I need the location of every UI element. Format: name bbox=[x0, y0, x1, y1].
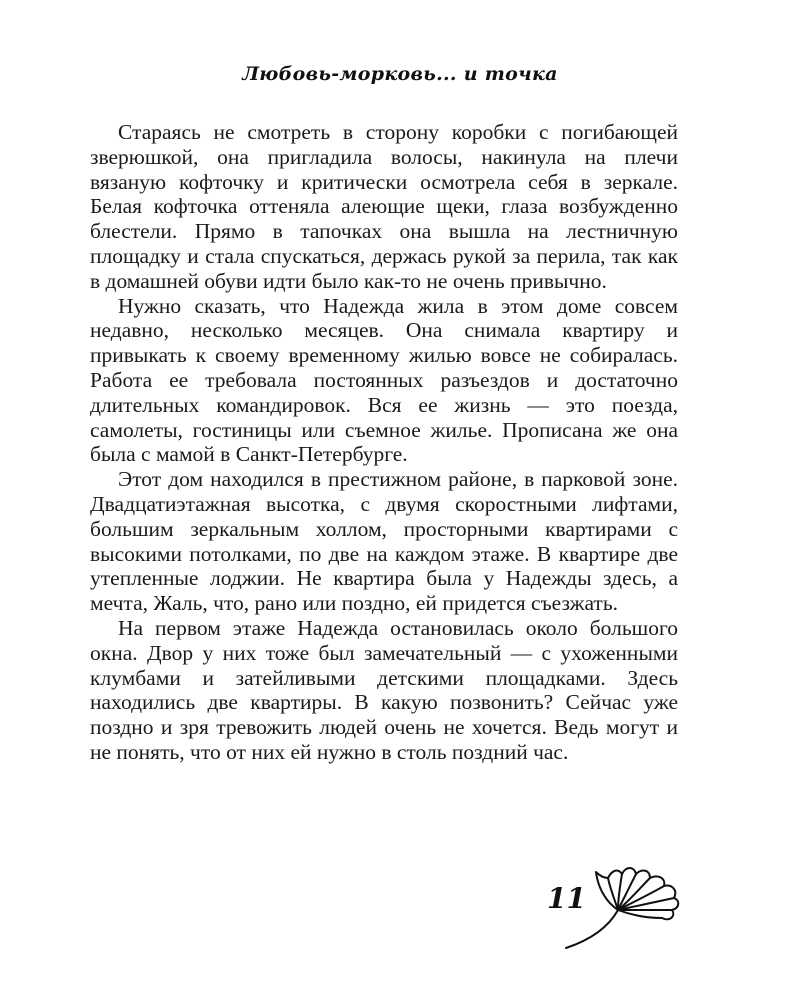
paragraph: Нужно сказать, что Надежда жила в этом доме совсем недавно, несколько месяцев. Она снимала квартиру и привыкать к своему временному жилью вовсе не собиралась. Работа ее требовала постоянных разъездов и достаточно длительных командировок. Вся ее жизнь — это поезда, самолеты, гостиницы или съемное жилье. Прописана же она была с мамой в Санкт-Петербурге. bbox=[90, 293, 678, 467]
leaf-ornament-icon bbox=[560, 858, 685, 958]
page-number: 11 bbox=[547, 882, 586, 915]
running-head-title: Любовь-морковь... и точка bbox=[242, 63, 558, 85]
paragraph: Этот дом находился в престижном районе, в парковой зоне. Двадцатиэтажная высотка, с двумя скоростными лифтами, большим зеркальным холлом, просторными квартирами с высокими потолками, по две на каждом этаже. В квартире две утепленные лоджии. Не квартира была у Надежды здесь, а мечта, Жаль, что, рано или поздно, ей придется съезжать. bbox=[90, 467, 678, 616]
paragraph: Стараясь не смотреть в сторону коробки с погибающей зверюшкой, она пригладила волосы, накинула на плечи вязаную кофточку и критически осмотрела себя в зеркале. Белая кофточка оттеняла алеющие щеки, глаза возбужденно блестели. Прямо в тапочках она вышла на лестничную площадку и стала спускаться, держась рукой за перила, так как в домашней обуви идти было как-то не очень привычно. bbox=[90, 120, 678, 293]
body-text bbox=[90, 120, 678, 765]
paragraph: На первом этаже Надежда остановилась около большого окна. Двор у них тоже был замечательный — с ухоженными клумбами и затейливыми детскими площадками. Здесь находились две квартиры. В какую позвонить? Сейчас уже поздно и зря тревожить людей очень не хочется. Ведь могут и не понять, что от них ей нужно в столь поздний час. bbox=[90, 615, 678, 764]
